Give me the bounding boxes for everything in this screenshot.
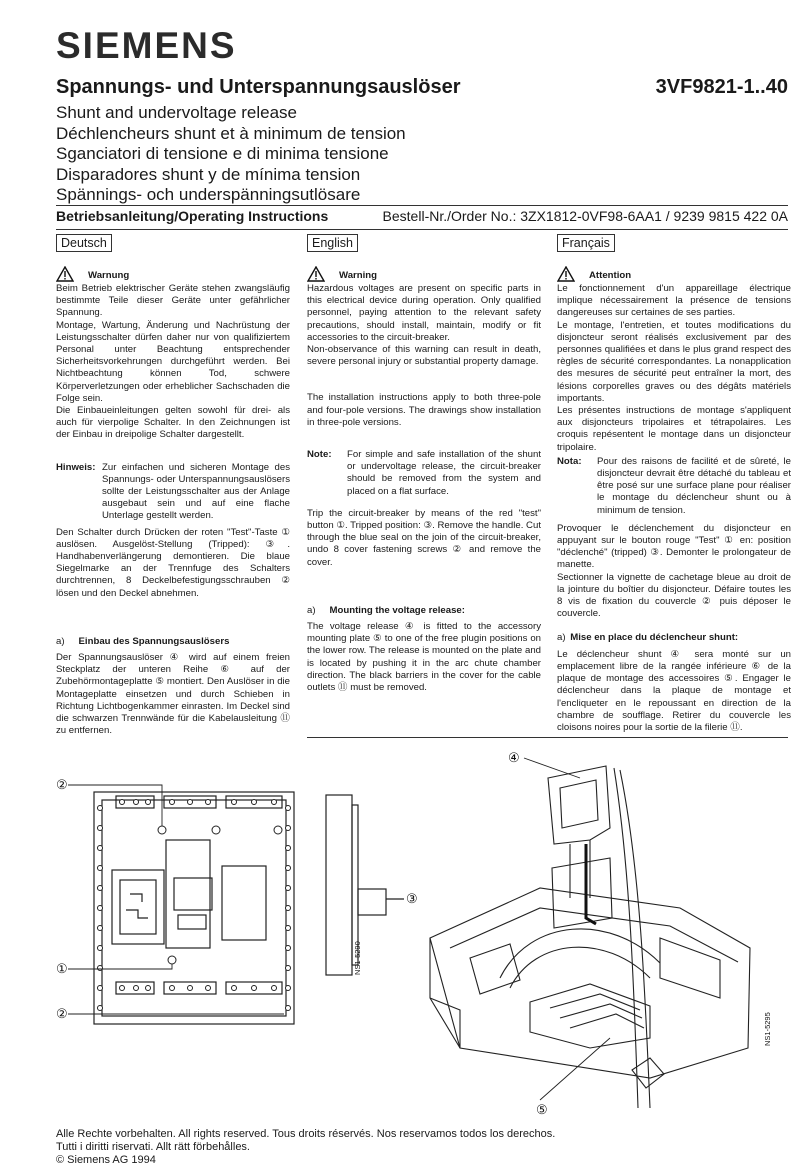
warning-title: Attention: [589, 269, 632, 281]
trip-text: Trip the circuit-breaker by means of the red "test" button ①. Tripped position: ③. Remove the handle. Cut through the blue seal on the join of the circuit-breaker, undo 8 cover fastening screws ② and remove the cover.: [307, 507, 541, 568]
callout-2-top: ②: [56, 777, 68, 792]
lang-label-francais: Français: [557, 234, 615, 252]
warning-heading: [56, 264, 290, 282]
warning-text-2: Le montage, l'entretien, et toutes modifications du disjoncteur seront réalisés exclusivement par des personnes qualifiées et dans le plus grand respect des règles de sécurité correspondantes. La nonapplication des mesures de sécurité peut entraîner la mort, des lésions corporelles graves ou des dégâts matériels importants.: [557, 319, 791, 404]
subtitle-es: Disparadores shunt y de mínima tension: [56, 164, 361, 184]
callout-3: ③: [406, 891, 418, 906]
release-isometric-drawing: [420, 748, 788, 1120]
section-title: Einbau des Spannungsauslösers: [78, 635, 230, 647]
subtitle-sv: Spännings- och underspänningsutlösare: [56, 185, 361, 204]
note-label: Hinweis:: [56, 461, 96, 473]
note-text: Pour des raisons de facilité et de sûreté, le disjoncteur devrait être détaché du tableau et être posé sur une surface plane pour réaliser le montage du déclencheur shunt ou à minimum de tension.: [597, 455, 791, 516]
model-number: 3VF9821-1..40: [655, 76, 788, 98]
footer-rights: Alle Rechte vorbehalten. All rights reserved. Tous droits réservés. Nos reservamos todos los derechos.: [56, 1128, 556, 1140]
section-text: Der Spannungsauslöser ④ wird auf einem freien Steckplatz der unteren Reihe ⑥ auf der Zubehörmontageplatte ⑤ montiert. Den Auslöser in die Montageplatte einsetzen und durch Schieben in Richtung Lichtbogenkammer einrasten. Im Deckel sind die schwarzen Trennwände für die Kabelausleitung ⑪ zu entfernen.: [56, 652, 290, 737]
note-label: Nota:: [557, 455, 582, 467]
note-block: [557, 456, 791, 517]
section-heading: [557, 632, 791, 644]
section-text: The voltage release ④ is fitted to the accessory mounting plate ⑤ to one of the free plugin positions on the lower row. The release is mounted on the plate and is located by pushing it in the arc chute chamber direction. The black barriers in the cover for the cable outlets ⑪ must be removed.: [307, 621, 541, 694]
breaker-front-drawing: [54, 770, 354, 1040]
warning-title: Warnung: [88, 269, 130, 281]
column-english: [307, 264, 541, 694]
section-letter: a): [557, 632, 566, 644]
note-block: [307, 449, 541, 498]
column-francais: [557, 264, 791, 734]
section-heading: [56, 636, 290, 648]
lang-label-english: English: [307, 234, 358, 252]
siemens-logo: SIEMENS: [56, 25, 237, 66]
callout-4: ④: [508, 750, 520, 765]
note-label: Note:: [307, 449, 332, 461]
opinst-de: Betriebsanleitung: [56, 208, 175, 224]
install-text: Les présentes instructions de montage s'appliquent aux disjoncteurs tripolaires et tétrapolaires. Les croquis repésentent le montage dans un disjoncteur tripolaire.: [557, 405, 791, 453]
install-text: Die Einbaueinleitungen gelten sowohl für drei- als auch für vierpolige Schalter. In den Zeichnungen ist der Einbau in dreipolige Schalter dargestellt.: [56, 405, 290, 441]
section-heading: [307, 605, 541, 617]
warning-text: Beim Betrieb elektrischer Geräte stehen zwangsläufig bestimmte Teile dieser Geräte unter gefährlicher Spannung.: [56, 283, 290, 319]
section-letter: a): [56, 635, 65, 647]
trip-text: Den Schalter durch Drücken der roten "Test"-Taste ① auslösen. Ausgelöst-Stellung (Tripped): ③. Handhabenverlängerung demontieren. Die blaue Siegelmarke an der Trennfuge des Schalters durchtrennen, 8 Deckelbefestigungsschrauben ② lösen und den Deckel abnehmen.: [56, 526, 290, 599]
callout-1: ①: [56, 961, 68, 976]
lang-label-deutsch: Deutsch: [56, 234, 112, 252]
trip-text-2: Sectionner la vignette de cachetage bleue au droit de la jointure du boîtier du disjoncteur. Défaire toutes les 8 vis de fixation du couvercle ② puis déposer le couvercle.: [557, 571, 791, 620]
install-text: The installation instructions apply to both three-pole and four-pole versions. The drawings show installation in three-pole versions.: [307, 392, 541, 428]
subtitle-it: Sganciatori di tensione e di minima tensione: [56, 144, 389, 163]
document-title: Spannungs- und Unterspannungsauslöser: [56, 76, 461, 98]
trip-text: Provoquer le déclenchement du disjoncteur en appuyant sur le bouton rouge "Test" ① en: position "déclenché" (tripped) ③. Demonter le prolongateur de manette.: [557, 522, 791, 571]
subtitle-fr: Déchlencheurs shunt et à minimum de tension: [56, 123, 406, 143]
operating-instructions-label: [56, 208, 328, 224]
subtitle-en: Shunt and undervoltage release: [56, 103, 298, 122]
footer: [56, 1128, 555, 1167]
section-letter: a): [307, 604, 316, 616]
subtitle-list: [56, 103, 406, 206]
opinst-sep: /: [174, 208, 179, 224]
footer-rights-2: Tutti i diritti riservati. Allt rätt förbehålles.: [56, 1141, 250, 1153]
callout-2-bottom: ②: [56, 1006, 68, 1021]
ref-ns1-5295: NS1-5295: [763, 1012, 772, 1046]
section-text: Le déclencheur shunt ④ sera monté sur un emplacement libre de la rangée inférieure ⑥ de la plaque de montage des accessoires ⑤. Engager le déclencheur dans la plaque de montage et l'encliqueter en le repoussant en direction de la chambre de soufflage. Retirer du couvercle les cloisons noires pour la sortie de la filerie ⑪.: [557, 648, 791, 733]
callout-5: ⑤: [536, 1102, 548, 1117]
warning-triangle-icon: [307, 266, 325, 282]
figure-rule: [307, 737, 788, 738]
order-number: Bestell-Nr./Order No.: 3ZX1812-0VF98-6AA1 / 9239 9815 422 0A: [382, 208, 788, 224]
opinst-en: Operating Instructions: [178, 208, 329, 224]
column-deutsch: [56, 264, 290, 738]
warning-text-2: Montage, Wartung, Änderung und Nachrüstung der Leistungsschalter dürfen daher nur von qualifiziertem Personal unter Beachtung entsprechender Sicherheitsvorkehrungen durchgeführt werden. Bei Nichtbeachtung können Tod, schwere Körperverletzungen oder erheblicher Sachschaden die Folge sein.: [56, 319, 290, 404]
ref-ns1-5290: NS1-5290: [353, 941, 362, 975]
note-text: Zur einfachen und sicheren Montage des Spannungs- oder Unterspannungsauslösers sollte der Leistungsschalter aus der Anlage ausgebaut sein und auf eine flache Unterlage gestellt werden.: [102, 461, 290, 522]
warning-triangle-icon: [56, 266, 74, 282]
warning-heading: [307, 264, 541, 282]
note-block: [56, 462, 290, 523]
warning-text: Le fonctionnement d'un appareillage électrique implique nécessairement la présence de tensions dangereuses sur certaines de ses parties.: [557, 283, 791, 319]
subheader-rule: [56, 229, 788, 230]
section-title: Mounting the voltage release:: [329, 604, 465, 616]
warning-triangle-icon: [557, 266, 575, 282]
warning-heading: [557, 264, 791, 282]
breaker-side-drawing: [318, 785, 428, 995]
footer-copyright: © Siemens AG 1994: [56, 1154, 156, 1166]
section-title: Mise en place du déclencheur shunt:: [570, 632, 739, 644]
warning-text: Hazardous voltages are present on specific parts in this electrical device during operation. Only qualified personnel, paying attention to the relevant safety precautions, should install, maintain, modify or fit accessories to the circuit-breaker.: [307, 283, 541, 343]
warning-text-2: Non-observance of this warning can result in death, severe personal injury or substantial property damage.: [307, 344, 541, 368]
warning-title: Warning: [339, 269, 378, 281]
note-text: For simple and safe installation of the shunt or undervoltage release, the circuit-breaker should be removed from the system and placed on a flat surface.: [347, 449, 541, 497]
header-rule: [56, 205, 788, 206]
